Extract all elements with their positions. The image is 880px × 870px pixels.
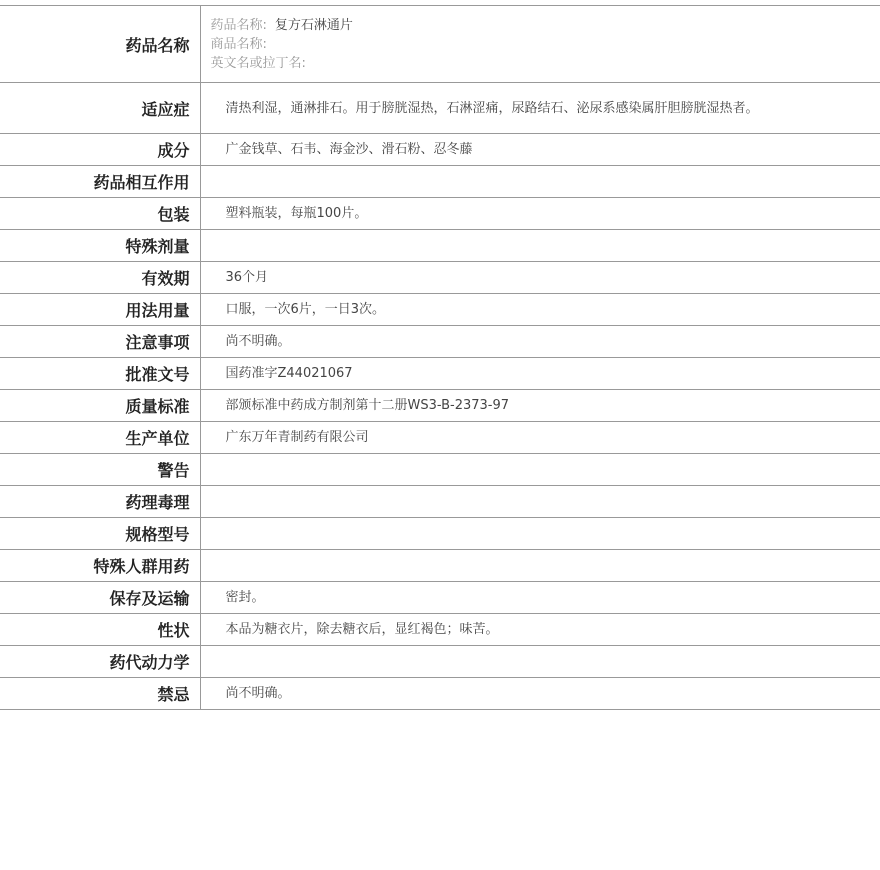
spec-row-indications <box>0 83 880 134</box>
drug-name-label-cell <box>0 6 200 83</box>
spec-row-manufacturer <box>0 422 880 454</box>
packaging-label: 包装 <box>157 205 190 224</box>
spec-row-quality-standard <box>0 390 880 422</box>
packaging-value: 塑料瓶装，每瓶100片。 <box>225 206 368 221</box>
pharmacokinetics-label: 药代动力学 <box>109 653 190 672</box>
usage-dosage-label: 用法用量 <box>125 301 190 320</box>
indications-value: 清热利湿，通淋排石。用于膀胱湿热，石淋涩痛，尿路结石、泌尿系感染属肝胆膀胱湿热者。 <box>225 100 759 116</box>
indications-label: 适应症 <box>141 99 190 119</box>
spec-row-contraindications <box>0 678 880 710</box>
pharmacology-label: 药理毒理 <box>125 493 190 512</box>
manufacturer-value: 广东万年青制药有限公司 <box>225 430 369 445</box>
generic-name-line <box>211 16 880 35</box>
english-name-line <box>211 54 880 73</box>
storage-value: 密封。 <box>225 590 265 605</box>
description-value: 本品为糖衣片，除去糖衣后，显红褐色；味苦。 <box>225 622 499 637</box>
manufacturer-label: 生产单位 <box>125 429 190 448</box>
quality-standard-label: 质量标准 <box>125 397 190 416</box>
special-dosage-label: 特殊剂量 <box>125 237 190 256</box>
spec-row-approval-number <box>0 358 880 390</box>
precautions-label: 注意事项 <box>125 333 190 352</box>
generic-name-value: 复方石淋通片 <box>274 17 353 33</box>
spec-row-pharmacology <box>0 486 880 518</box>
drug-spec-table <box>0 5 880 710</box>
spec-row-interactions <box>0 166 880 198</box>
english-name-key: 英文名或拉丁名: <box>210 55 306 71</box>
spec-row-pharmacokinetics <box>0 646 880 678</box>
interactions-label: 药品相互作用 <box>93 173 190 192</box>
shelf-life-value: 36个月 <box>225 270 269 285</box>
contraindications-label: 禁忌 <box>157 685 190 704</box>
spec-row-usage-dosage <box>0 294 880 326</box>
approval-number-value: 国药准字Z44021067 <box>225 366 353 381</box>
spec-row-ingredients <box>0 134 880 166</box>
spec-row-packaging <box>0 198 880 230</box>
ingredients-label: 成分 <box>157 141 190 160</box>
shelf-life-label: 有效期 <box>141 269 190 288</box>
special-populations-label: 特殊人群用药 <box>93 557 190 576</box>
spec-row-precautions <box>0 326 880 358</box>
usage-dosage-value: 口服，一次6片，一日3次。 <box>225 302 386 317</box>
drug-name-label: 药品名称 <box>125 35 190 55</box>
approval-number-label: 批准文号 <box>125 365 190 384</box>
drug-name-row <box>0 6 880 83</box>
description-label: 性状 <box>157 621 190 640</box>
spec-row-shelf-life <box>0 262 880 294</box>
storage-label: 保存及运输 <box>109 589 190 608</box>
trade-name-key: 商品名称: <box>210 36 267 52</box>
contraindications-value: 尚不明确。 <box>225 686 291 701</box>
spec-row-specification <box>0 518 880 550</box>
quality-standard-value: 部颁标准中药成方制剂第十二册WS3-B-2373-97 <box>225 398 510 413</box>
spec-row-special-dosage <box>0 230 880 262</box>
warning-label: 警告 <box>157 461 190 480</box>
spec-row-storage <box>0 582 880 614</box>
spec-row-warning <box>0 454 880 486</box>
precautions-value: 尚不明确。 <box>225 334 291 349</box>
drug-name-value-cell <box>200 6 880 83</box>
generic-name-key: 药品名称: <box>210 17 267 33</box>
ingredients-value: 广金钱草、石韦、海金沙、滑石粉、忍冬藤 <box>225 142 473 157</box>
spec-row-special-populations <box>0 550 880 582</box>
specification-label: 规格型号 <box>125 525 190 544</box>
spec-row-description <box>0 614 880 646</box>
trade-name-line <box>211 35 880 54</box>
